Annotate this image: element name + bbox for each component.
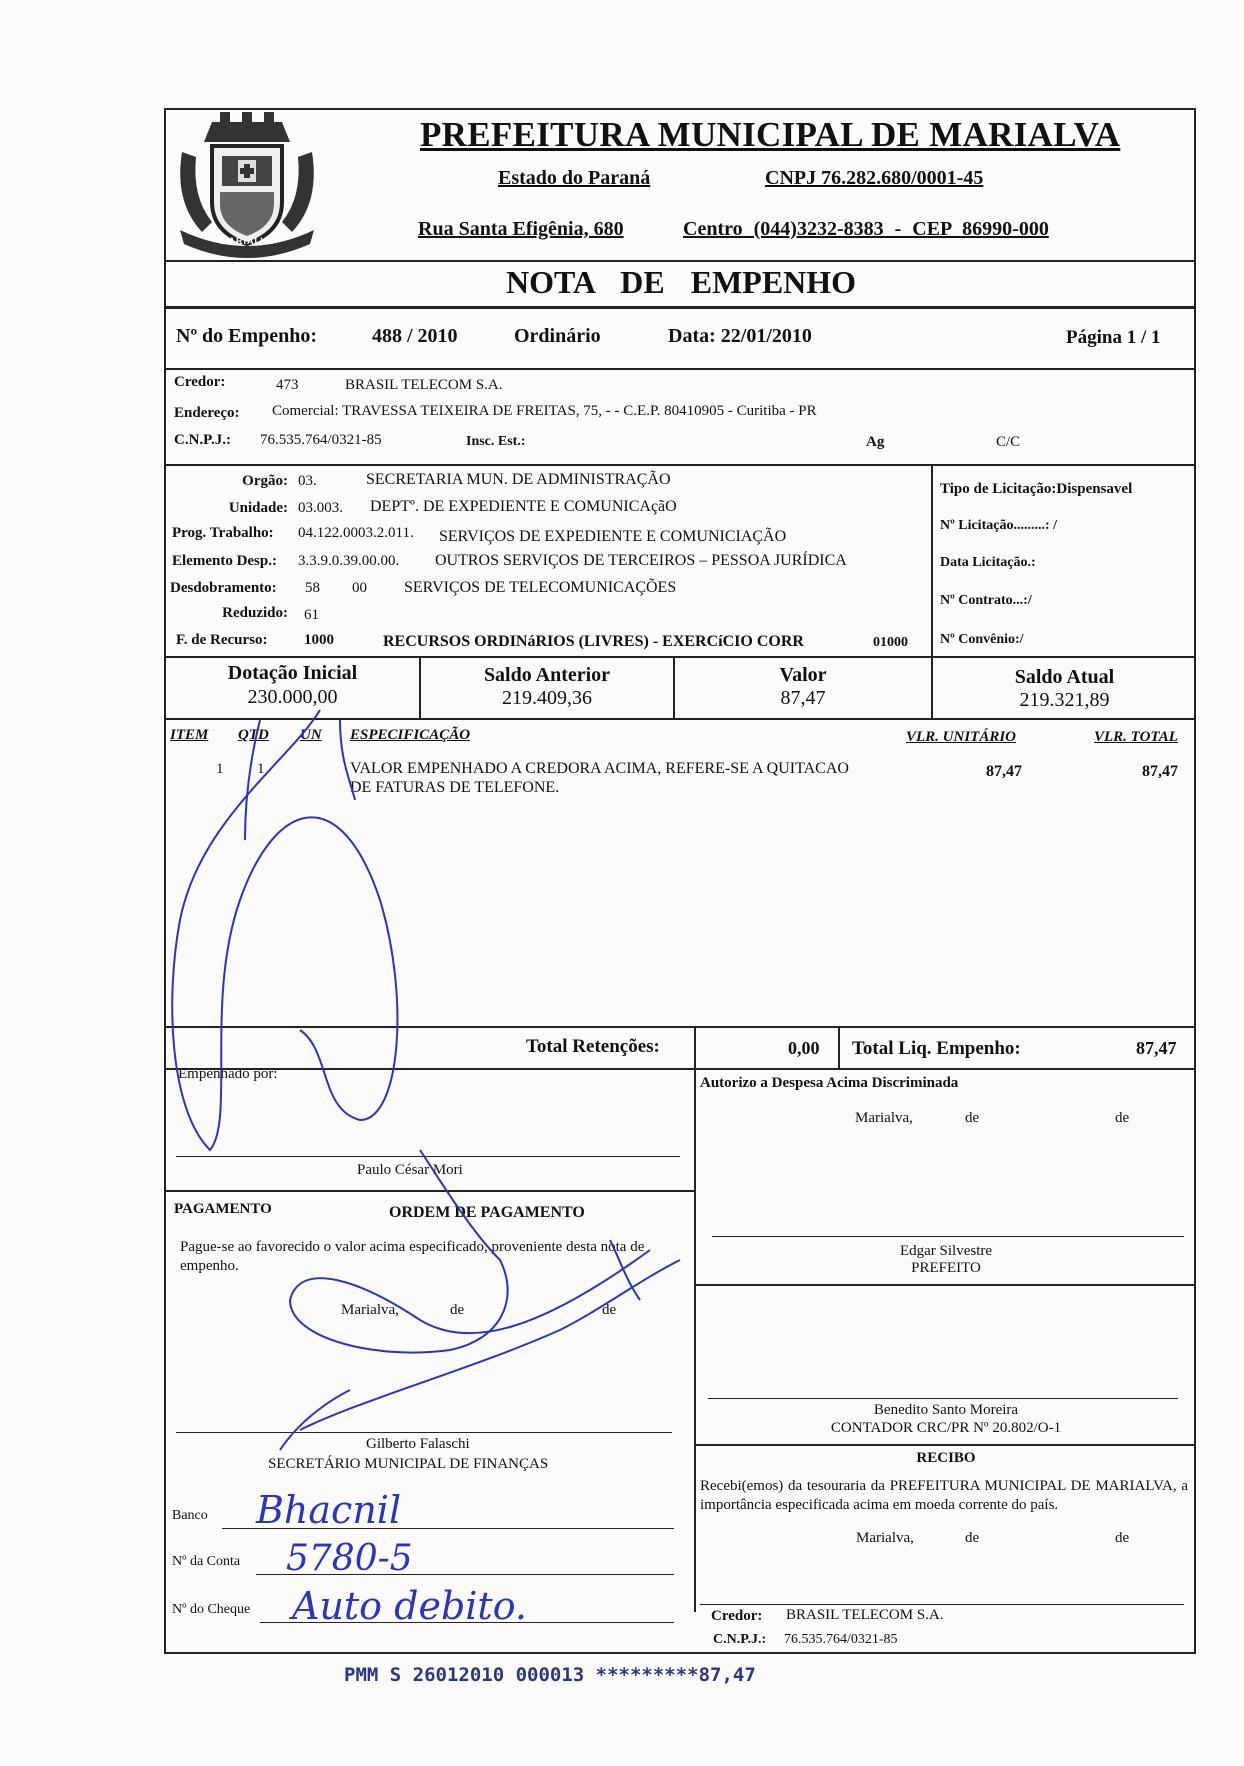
pagamento-de1: de (450, 1302, 465, 1318)
cnpj-prefeitura: CNPJ 76.282.680/0001-45 (765, 167, 984, 189)
ag-label: Ag (866, 434, 885, 450)
orgao-cod: 03. (298, 473, 317, 489)
rec-nome: RECURSOS ORDINáRIOS (LIVRES) - EXERCíCIO CORR (383, 633, 804, 650)
elem-label: Elemento Desp.: (172, 553, 277, 569)
recibo-local: Marialva, (856, 1530, 914, 1546)
saldo-atual-valor: 219.321,89 (1019, 689, 1110, 711)
desd-cod: 58 (305, 580, 320, 596)
unidade-cod: 03.003. (298, 500, 343, 516)
empenho-numero: 488 / 2010 (372, 325, 458, 347)
banco-manuscrito: Bhacnil (256, 1488, 402, 1532)
contador-cargo: CONTADOR CRC/PR Nº 20.802/O-1 (830, 1420, 1062, 1436)
prefeito-nome: Edgar Silvestre (899, 1243, 993, 1259)
empenho-pagina: Página 1 / 1 (1066, 327, 1161, 348)
secretario-nome: Gilberto Falaschi (366, 1436, 470, 1452)
autorizo-local: Marialva, (855, 1110, 913, 1126)
row-unitario: 87,47 (986, 763, 1022, 780)
prog-label: Prog. Trabalho: (172, 525, 274, 541)
licitacao-convenio: Nº Convênio:/ (940, 632, 1024, 647)
elem-cod: 3.3.9.0.39.00.00. (298, 553, 400, 569)
rec-cod: 1000 (304, 632, 334, 648)
recibo-de1: de (965, 1530, 980, 1546)
empenhador-nome: Paulo César Mori (357, 1162, 463, 1178)
saldo-atual-label: Saldo Atual (1014, 666, 1115, 688)
valor-label: Valor (779, 664, 827, 686)
autorizo-label: Autorizo a Despesa Acima Discriminada (700, 1075, 959, 1091)
rec-num: 01000 (873, 635, 908, 650)
row-espec-2: DE FATURAS DE TELEFONE. (350, 779, 560, 796)
credor-nome: BRASIL TELECOM S.A. (345, 377, 503, 393)
doc-title: NOTA DE EMPENHO (505, 264, 857, 300)
licitacao-tipo: Tipo de Licitação:Dispensavel (940, 481, 1133, 497)
liq-label: Total Liq. Empenho: (852, 1038, 1021, 1059)
recibo-label: RECIBO (916, 1450, 976, 1466)
row-espec-1: VALOR EMPENHADO A CREDORA ACIMA, REFERE-SE A QUITACAO (350, 760, 849, 777)
col-unitario: VLR. UNITÁRIO (906, 729, 1017, 745)
licitacao-contrato: Nº Contrato...:/ (940, 593, 1032, 608)
recibo-credor: BRASIL TELECOM S.A. (786, 1607, 944, 1623)
row-total: 87,47 (1142, 763, 1178, 780)
col-item: ITEM (170, 727, 209, 743)
desd-nome: SERVIÇOS DE TELECOMUNICAÇÕES (404, 579, 677, 596)
conta-label: Nº da Conta (172, 1554, 241, 1569)
empenho-tipo: Ordinário (514, 325, 601, 347)
col-qtd: QTD (238, 727, 269, 743)
page-title: PREFEITURA MUNICIPAL DE MARIALVA (420, 115, 1121, 154)
pagamento-label: PAGAMENTO (174, 1201, 272, 1217)
unidade-label: Unidade: (228, 500, 288, 516)
recibo-cnpj-label: C.N.P.J.: (713, 1632, 767, 1647)
valor-valor: 87,47 (780, 687, 826, 709)
ordem-pagamento-label: ORDEM DE PAGAMENTO (389, 1204, 585, 1221)
credor-endereco: Comercial: TRAVESSA TEIXEIRA DE FREITAS, 75, - - C.E.P. 80410905 - Curitiba - PR (272, 403, 817, 419)
saldo-anterior-valor: 219.409,36 (502, 687, 592, 709)
endereco-text: Centro (044)3232-8383 - CEP 86990-000 (683, 218, 1049, 240)
unidade-nome: DEPTº. DE EXPEDIENTE E COMUNICAçãO (370, 498, 677, 515)
recibo-cnpj: 76.535.764/0321-85 (784, 1632, 898, 1647)
desd-label: Desdobramento: (170, 580, 277, 596)
estado-text: Estado do Paraná (498, 167, 651, 189)
retencoes-label: Total Retenções: (526, 1036, 660, 1057)
logo-ribbon-text: MARIALVA (220, 236, 275, 246)
recibo-texto: Recebi(emos) da tesouraria da PREFEITURA MUNICIPAL DE MARIALVA, a importância especificada acima em moeda corrente do país. (700, 1478, 1188, 1513)
liq-valor: 87,47 (1136, 1038, 1177, 1058)
rec-label: F. de Recurso: (176, 632, 268, 648)
red-cod: 61 (304, 607, 319, 623)
orgao-label: Orgão: (242, 473, 288, 489)
empenho-data: Data: 22/01/2010 (668, 325, 812, 347)
autorizo-de1: de (965, 1110, 980, 1126)
empenhado-por-label: Empenhado por: (178, 1066, 278, 1082)
cheque-manuscrito: Auto debito. (292, 1584, 527, 1628)
cnpj-label: C.N.P.J.: (174, 432, 231, 448)
licitacao-numero: Nº Licitação.........: / (940, 518, 1057, 533)
col-un: UN (300, 727, 322, 743)
dotacao-label: Dotação Inicial (227, 662, 358, 684)
insc-label: Insc. Est.: (466, 434, 526, 449)
orgao-nome: SECRETARIA MUN. DE ADMINISTRAÇÃO (366, 471, 671, 488)
cc-label: C/C (996, 434, 1021, 450)
row-item: 1 (216, 761, 224, 777)
pagamento-texto: Pague-se ao favorecido o valor acima especificado, proveniente desta nota de empenho. (180, 1239, 645, 1274)
row-qtd: 1 (257, 761, 265, 777)
banco-label: Banco (172, 1508, 208, 1523)
autorizo-de2: de (1115, 1110, 1130, 1126)
credor-cnpj: 76.535.764/0321-85 (260, 432, 382, 448)
col-total: VLR. TOTAL (1094, 729, 1178, 745)
elem-nome: OUTROS SERVIÇOS DE TERCEIROS – PESSOA JURÍDICA (435, 552, 847, 569)
credor-label: Credor: (174, 374, 226, 390)
credor-codigo: 473 (276, 377, 299, 393)
prefeito-cargo: PREFEITO (911, 1260, 981, 1276)
red-label: Reduzido: (222, 605, 288, 621)
endereco-label: Endereço: (174, 405, 240, 421)
rua-text: Rua Santa Efigênia, 680 (418, 218, 624, 240)
contador-nome: Benedito Santo Moreira (873, 1402, 1019, 1418)
pagamento-de2: de (602, 1302, 617, 1318)
saldo-anterior-label: Saldo Anterior (483, 664, 611, 686)
prog-nome: SERVIÇOS DE EXPEDIENTE E COMUNICIAÇÃO (439, 528, 787, 545)
cheque-label: Nº do Cheque (172, 1602, 251, 1617)
retencoes-valor: 0,00 (788, 1038, 820, 1058)
rodape-autenticacao: PMM S 26012010 000013 *********87,47 (344, 1664, 756, 1686)
desd-sub: 00 (352, 580, 367, 596)
empenho-label: Nº do Empenho: (176, 325, 318, 347)
conta-manuscrito: 5780-5 (286, 1538, 413, 1579)
secretario-cargo: SECRETÁRIO MUNICIPAL DE FINANÇAS (268, 1456, 549, 1472)
col-espec: ESPECIFICAÇÃO (350, 727, 471, 743)
pagamento-local: Marialva, (341, 1302, 399, 1318)
dotacao-valor: 230.000,00 (247, 686, 338, 708)
licitacao-data: Data Licitação.: (940, 555, 1036, 570)
prog-cod: 04.122.0003.2.011. (298, 525, 414, 541)
recibo-de2: de (1115, 1530, 1130, 1546)
recibo-credor-label: Credor: (711, 1608, 763, 1624)
